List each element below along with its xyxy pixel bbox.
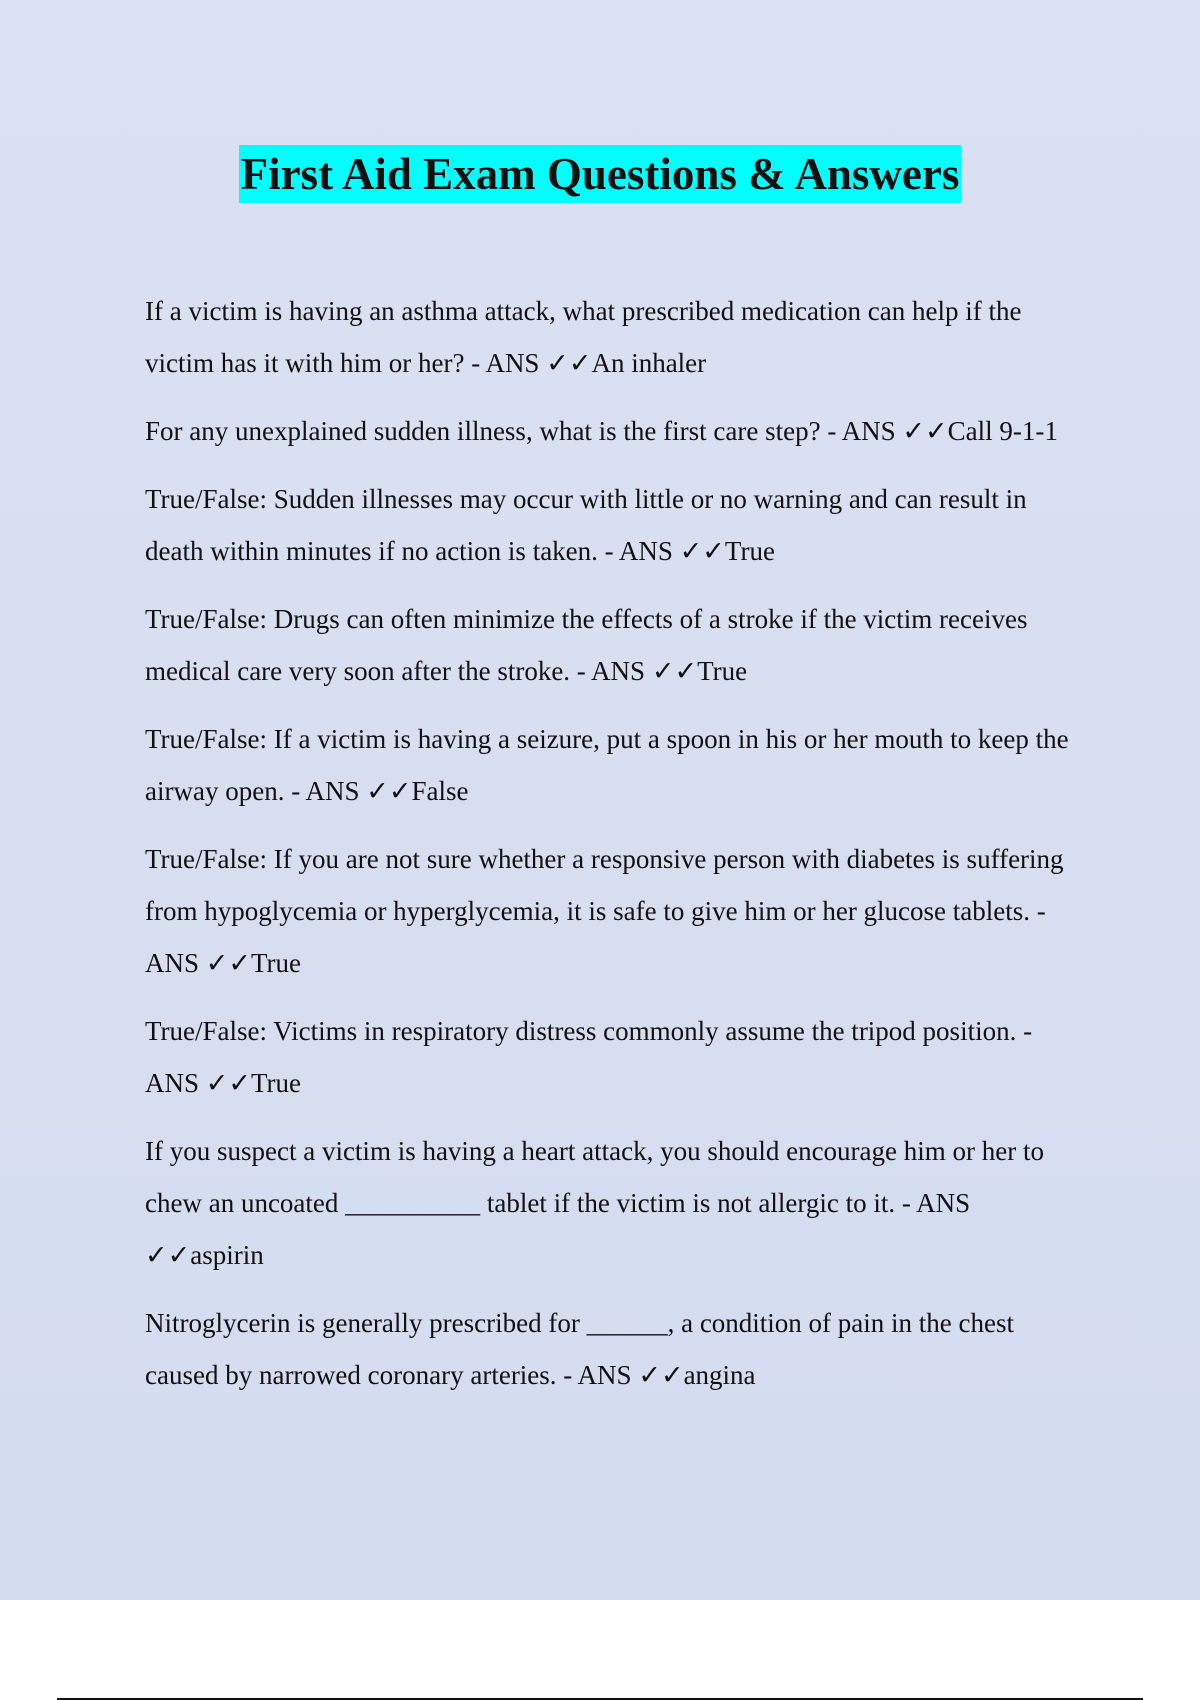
qa-item: If you suspect a victim is having a heart attack, you should encourage him or her to chew an uncoated __________ tablet if the victim is not allergic to it. - ANS ✓✓aspirin bbox=[145, 1136, 1044, 1270]
document-title: First Aid Exam Questions & Answers bbox=[239, 145, 962, 203]
qa-item: If a victim is having an asthma attack, what prescribed medication can help if the victim has it with him or her? - ANS ✓✓An inhaler bbox=[145, 296, 1022, 378]
qa-item: True/False: Drugs can often minimize the effects of a stroke if the victim receives medical care very soon after the stroke. - ANS ✓✓True bbox=[145, 604, 1028, 686]
qa-item: For any unexplained sudden illness, what is the first care step? - ANS ✓✓Call 9-1-1 bbox=[145, 416, 1058, 446]
qa-item: True/False: If a victim is having a seizure, put a spoon in his or her mouth to keep the airway open. - ANS ✓✓False bbox=[145, 724, 1069, 806]
qa-list bbox=[145, 285, 1090, 1417]
qa-item: True/False: Victims in respiratory distress commonly assume the tripod position. - ANS ✓✓True bbox=[145, 1016, 1033, 1098]
qa-item: Nitroglycerin is generally prescribed for ______, a condition of pain in the chest caused by narrowed coronary arteries. - ANS ✓✓angina bbox=[145, 1308, 1014, 1390]
qa-item: True/False: If you are not sure whether a responsive person with diabetes is suffering from hypoglycemia or hyperglycemia, it is safe to give him or her glucose tablets. - ANS ✓✓True bbox=[145, 844, 1064, 978]
title-container bbox=[0, 145, 1200, 203]
qa-item: True/False: Sudden illnesses may occur with little or no warning and can result in death within minutes if no action is taken. - ANS ✓✓True bbox=[145, 484, 1027, 566]
